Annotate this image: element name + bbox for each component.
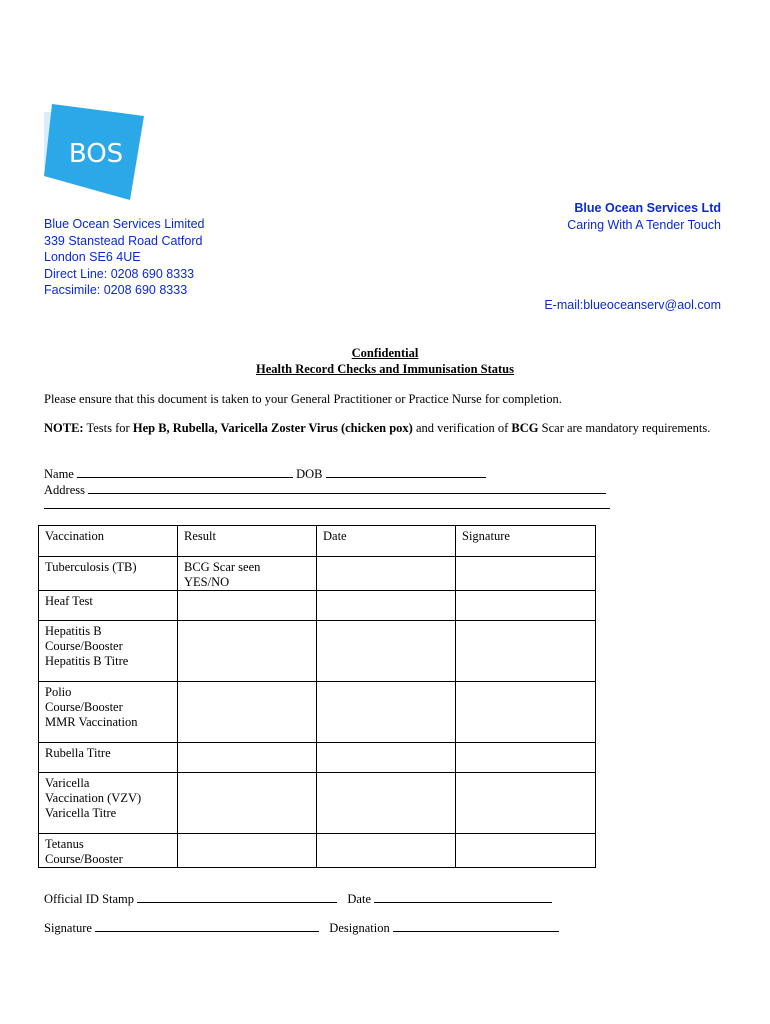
header-signature: Signature: [456, 526, 596, 557]
signature-cell[interactable]: [456, 557, 596, 591]
date-cell[interactable]: [317, 773, 456, 834]
name-dob-row: [44, 467, 486, 482]
result-cell[interactable]: [178, 621, 317, 682]
stamp-row: [44, 892, 552, 907]
designation-field[interactable]: [393, 921, 559, 932]
date-cell[interactable]: [317, 682, 456, 743]
date-cell[interactable]: [317, 557, 456, 591]
dob-label: DOB: [296, 467, 323, 481]
company-name: Blue Ocean Services Ltd: [574, 201, 721, 215]
stamp-field[interactable]: [137, 892, 337, 903]
note-part: and verification of: [412, 421, 512, 435]
table-row: [39, 591, 596, 621]
designation-label: Designation: [329, 921, 390, 935]
signature-field[interactable]: [95, 921, 319, 932]
note-label: NOTE:: [44, 421, 84, 435]
result-cell[interactable]: [178, 773, 317, 834]
address-field[interactable]: [88, 483, 606, 494]
signature-label: Signature: [44, 921, 92, 935]
vaccination-cell: [39, 834, 178, 868]
address-line: Blue Ocean Services Limited: [44, 217, 205, 231]
vaccination-name: Hepatitis B Course/Booster: [45, 624, 123, 653]
instruction-text: Please ensure that this document is taken to your General Practitioner or Practice Nurse for completion.: [44, 392, 562, 406]
result-cell[interactable]: [178, 557, 317, 591]
date-cell[interactable]: [317, 621, 456, 682]
date-cell[interactable]: [317, 743, 456, 773]
table-row: [39, 743, 596, 773]
company-block: [567, 200, 721, 234]
table-header-row: [39, 526, 596, 557]
result-cell[interactable]: [178, 682, 317, 743]
vaccination-cell: [39, 557, 178, 591]
bos-logo: [44, 104, 146, 200]
note-bold: BCG: [511, 421, 539, 435]
table-row: [39, 834, 596, 868]
note-part: Tests for: [83, 421, 133, 435]
signature-cell[interactable]: [456, 682, 596, 743]
header-date: Date: [317, 526, 456, 557]
vaccination-cell: [39, 621, 178, 682]
document-heading: [0, 345, 770, 377]
table-row: [39, 682, 596, 743]
address-row-2: [44, 498, 610, 513]
stamp-label: Official ID Stamp: [44, 892, 135, 906]
result-text: BCG Scar seen YES/NO: [184, 560, 261, 589]
signature-cell[interactable]: [456, 773, 596, 834]
footer-date-field[interactable]: [374, 892, 552, 903]
result-cell[interactable]: [178, 591, 317, 621]
dob-field[interactable]: [326, 467, 486, 478]
date-label: Date: [347, 892, 372, 906]
header-result: Result: [178, 526, 317, 557]
address-line: Facsimile: 0208 690 8333: [44, 283, 188, 297]
vaccination-cell: [39, 773, 178, 834]
vaccination-name: Polio Course/Booster: [45, 685, 123, 714]
note-text: [44, 421, 720, 436]
table-row: [39, 557, 596, 591]
address-row: [44, 483, 606, 498]
vaccination-name: Varicella Titre: [45, 806, 117, 820]
signature-cell[interactable]: [456, 743, 596, 773]
vaccination-name: Hepatitis B Titre: [45, 654, 129, 668]
vaccination-name: MMR Vaccination: [45, 715, 138, 729]
signature-row: [44, 921, 559, 936]
address-line: 339 Stanstead Road Catford: [44, 233, 203, 248]
vaccination-cell: [39, 591, 178, 621]
address-label: Address: [44, 483, 85, 497]
heading-confidential: Confidential: [351, 346, 419, 360]
name-field[interactable]: [77, 467, 293, 478]
vaccination-name: Tetanus Course/Booster: [45, 837, 123, 866]
vaccination-name: Varicella Vaccination (VZV): [45, 776, 142, 805]
result-cell[interactable]: [178, 743, 317, 773]
signature-cell[interactable]: [456, 591, 596, 621]
name-label: Name: [44, 467, 74, 481]
vaccination-name: Heaf Test: [45, 594, 93, 608]
address-field-2[interactable]: [44, 498, 610, 509]
address-block: [44, 216, 205, 299]
result-cell[interactable]: [178, 834, 317, 868]
header-vaccination: Vaccination: [39, 526, 178, 557]
date-cell[interactable]: [317, 591, 456, 621]
company-email: E-mail:blueoceanserv@aol.com: [544, 298, 721, 312]
date-cell[interactable]: [317, 834, 456, 868]
signature-cell[interactable]: [456, 621, 596, 682]
vaccination-table: [38, 525, 596, 868]
signature-cell[interactable]: [456, 834, 596, 868]
address-line: Direct Line: 0208 690 8333: [44, 266, 195, 281]
vaccination-name: Rubella Titre: [45, 746, 111, 760]
note-part: Scar are mandatory requirements.: [538, 421, 711, 435]
vaccination-cell: [39, 743, 178, 773]
address-line: London SE6 4UE: [44, 250, 141, 264]
vaccination-cell: [39, 682, 178, 743]
note-bold: Hep B, Rubella, Varicella Zoster Virus (chicken pox): [132, 421, 413, 435]
heading-title: Health Record Checks and Immunisation Status: [255, 362, 514, 376]
table-row: [39, 773, 596, 834]
table-row: [39, 621, 596, 682]
logo-text: BOS: [68, 139, 124, 169]
vaccination-name: Tuberculosis (TB): [45, 560, 137, 574]
company-tagline: Caring With A Tender Touch: [567, 218, 721, 232]
